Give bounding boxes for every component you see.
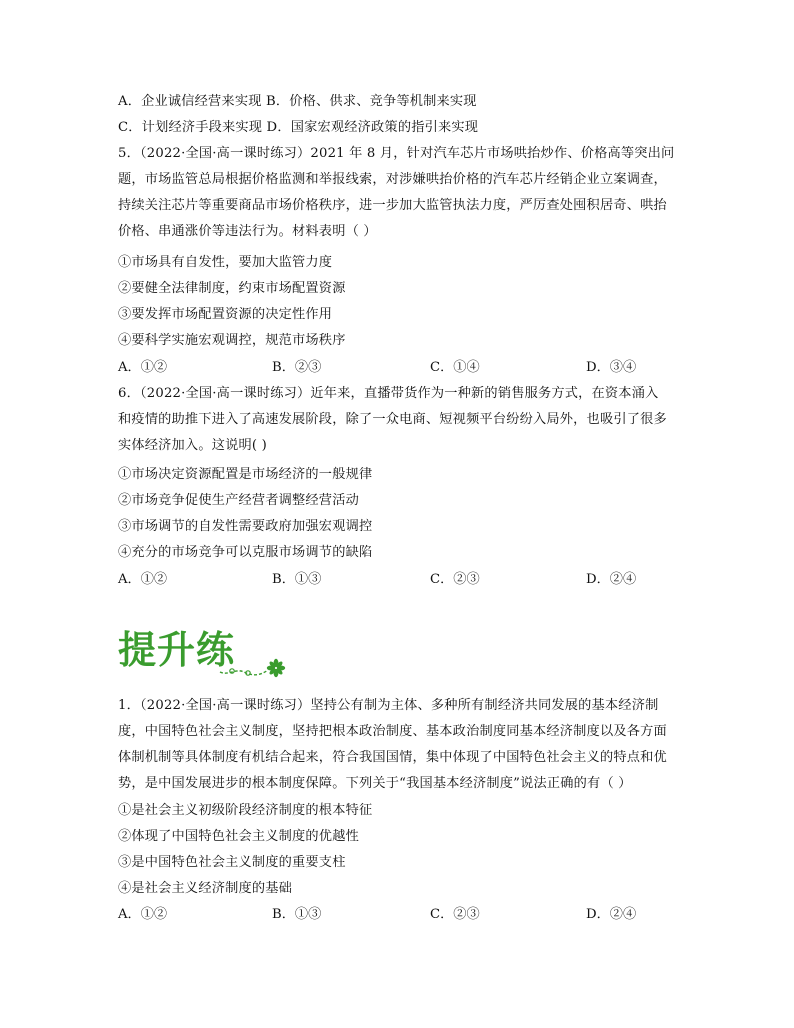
option-row-cd: C．计划经济手段来实现 D．国家宏观经济政策的指引来实现 [118, 120, 479, 135]
q1-stem-line-1: 1．（2022·全国·高一课时练习）坚持公有制为主体、多种所有制经济共同发展的基本经济制 [118, 698, 659, 713]
q1-option-d: D．②④ [586, 907, 637, 922]
q5-item-1: ①市场具有自发性，要加大监管力度 [118, 255, 333, 270]
q5-stem-line-3: 持续关注芯片等重要商品市场价格秩序，进一步加大监管执法力度，严厉查处囤积居奇、哄抬 [118, 198, 667, 213]
q6-option-c: C．②③ [430, 572, 480, 587]
q6-stem-line-1: 6．（2022·全国·高一课时练习）近年来，直播带货作为一种新的销售服务方式，在资本涌入 [118, 386, 659, 401]
q6-item-2: ②市场竞争促使生产经营者调整经营活动 [118, 493, 359, 508]
q5-item-2: ②要健全法律制度，约束市场配置资源 [118, 281, 346, 296]
q5-option-d: D．③④ [586, 360, 637, 375]
q6-option-a: A．①② [118, 572, 168, 587]
q5-stem-line-2: 题，市场监管总局根据价格监测和举报线索，对涉嫌哄抬价格的汽车芯片经销企业立案调查， [118, 172, 667, 187]
q1-option-c: C．②③ [430, 907, 480, 922]
q6-item-4: ④充分的市场竞争可以克服市场调节的缺陷 [118, 545, 373, 560]
q1-stem-line-4: 势，是中国发展进步的根本制度保障。下列关于“我国基本经济制度”说法正确的有（ ） [118, 776, 632, 791]
q6-option-d: D．②④ [586, 572, 637, 587]
q1-item-4: ④是社会主义经济制度的基础 [118, 881, 293, 896]
q5-item-4: ④要科学实施宏观调控，规范市场秩序 [118, 333, 346, 348]
q1-option-b: B．①③ [272, 907, 322, 922]
q5-stem-line-1: 5．（2022·全国·高一课时练习）2021 年 8 月，针对汽车芯片市场哄抬炒作、价格高等突出问 [118, 146, 675, 161]
q5-item-3: ③要发挥市场配置资源的决定性作用 [118, 307, 333, 322]
q6-option-b: B．①③ [272, 572, 322, 587]
q1-option-a: A．①② [118, 907, 168, 922]
vine-flower-icon [218, 650, 288, 680]
q6-stem-line-2: 和疫情的助推下进入了高速发展阶段，除了一众电商、短视频平台纷纷入局外，也吸引了很多 [118, 412, 667, 427]
q1-item-1: ①是社会主义初级阶段经济制度的根本特征 [118, 803, 373, 818]
q6-stem-line-3: 实体经济加入。这说明( ) [118, 438, 267, 453]
q5-option-a: A．①② [118, 360, 168, 375]
option-row-ab: A．企业诚信经营来实现 B．价格、供求、竞争等机制来实现 [118, 94, 477, 109]
q5-option-b: B．②③ [272, 360, 322, 375]
q5-option-c: C．①④ [430, 360, 480, 375]
q1-stem-line-3: 体制机制等具体制度有机结合起来，符合我国国情，集中体现了中国特色社会主义的特点和优 [118, 750, 667, 765]
q1-item-3: ③是中国特色社会主义制度的重要支柱 [118, 855, 346, 870]
q6-item-3: ③市场调节的自发性需要政府加强宏观调控 [118, 519, 373, 534]
q1-stem-line-2: 度，中国特色社会主义制度，坚持把根本政治制度、基本政治制度同基本经济制度以及各方面 [118, 724, 667, 739]
section-badge-title: 提升练 [118, 628, 236, 672]
q1-item-2: ②体现了中国特色社会主义制度的优越性 [118, 829, 359, 844]
q6-item-1: ①市场决定资源配置是市场经济的一般规律 [118, 467, 373, 482]
q5-stem-line-4: 价格、串通涨价等违法行为。材料表明（ ） [118, 224, 377, 239]
section-badge [118, 626, 288, 682]
